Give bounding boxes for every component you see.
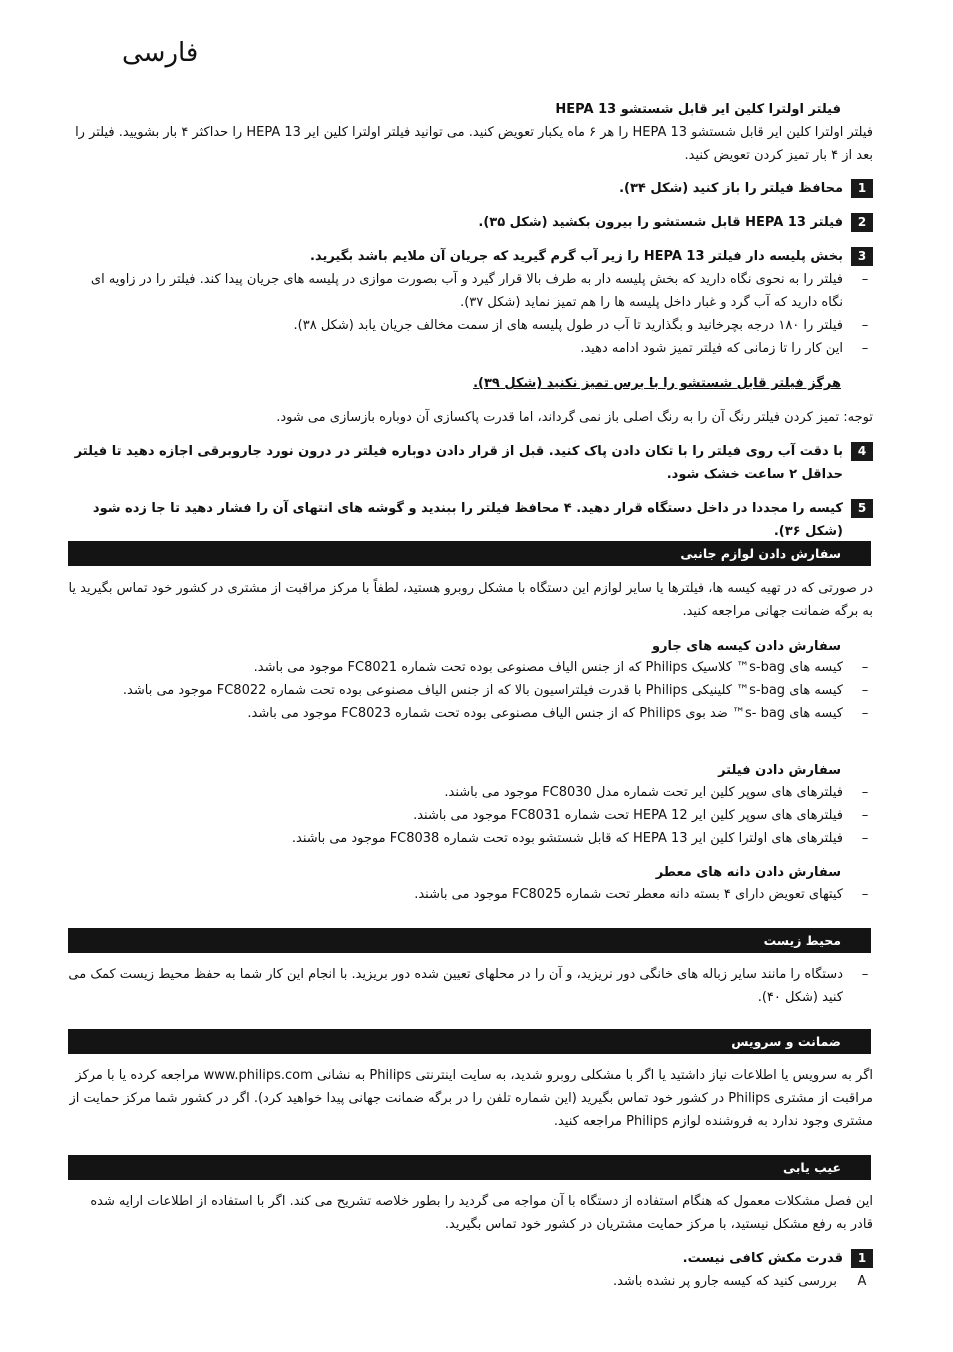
troubleshooting-step-1 xyxy=(68,1247,873,1270)
bags-heading: سفارش دادن کیسه های جارو xyxy=(651,639,841,654)
accessories-intro-block xyxy=(68,577,873,623)
accessories-intro: در صورتی که در تهیه کیسه ها، فیلترها یا سایر لوازم این دستگاه با مشکل روبرو هستید، لطفاً با مرکز مراقبت از مشتری در کشور خود تماس بگیرید یا به برگه ضمانت جهانی مراجعه کنید. xyxy=(68,581,873,619)
list-item: – کیتهای تعویض دارای ۴ بسته دانه معطر تحت شماره FC8025 موجود می باشند. xyxy=(68,883,873,906)
scent-heading-block xyxy=(68,861,841,884)
step-3 xyxy=(68,245,873,268)
filters-list xyxy=(68,781,873,850)
section-bar-accessories: سفارش دادن لوازم جانبی xyxy=(68,541,871,566)
dash-icon: – xyxy=(861,683,869,698)
hepa-heading: فیلتر اولترا کلین ایر قابل شستشو HEPA 13 xyxy=(555,102,841,117)
step-number: 2 xyxy=(851,213,873,232)
list-item: – کیسه های s-bag™ کلینیکی Philips با قدرت فیلتراسیون بالا که از جنس الیاف مصنوعی بوده تحت شماره FC8022 موجود می باشد. xyxy=(68,679,873,702)
step-text: کیسه را مجددا در داخل دستگاه قرار دهید. ۴ محافظ فیلتر را ببندید و گوشه های انتهای آن را فشار دهید تا جا زده شود (شکل ۳۶). xyxy=(92,501,843,539)
hepa-bullets xyxy=(68,268,873,360)
environment-text: دستگاه را مانند سایر زباله های خانگی دور نریزید، و آن را در محلهای تعیین شده دور بریزید. با انجام این کار شما به حفظ محیط زیست کمک می کنید (شکل ۴۰). xyxy=(68,967,843,1005)
section-bar-guarantee: ضمانت و سرویس xyxy=(68,1029,871,1054)
hepa-heading-block xyxy=(68,98,841,121)
troubleshooting-intro-block xyxy=(68,1190,873,1236)
note-text: توجه: تمیز کردن فیلتر رنگ آن را به رنگ اصلی باز نمی گرداند، اما قدرت پاکسازی آن دوباره بازسازی می شود. xyxy=(276,410,873,425)
dash-icon: – xyxy=(861,272,869,287)
dash-icon: – xyxy=(861,831,869,846)
guarantee-block xyxy=(68,1064,873,1133)
dash-icon: – xyxy=(861,706,869,721)
list-item: – کیسه های s-bag™ کلاسیک Philips که از جنس الیاف مصنوعی بوده تحت شماره FC8021 موجود می باشد. xyxy=(68,656,873,679)
dash-icon: – xyxy=(861,660,869,675)
step-1 xyxy=(68,177,873,200)
troubleshooting-item-a xyxy=(68,1270,873,1293)
scent-heading: سفارش دادن دانه های معطر xyxy=(655,865,841,880)
list-item xyxy=(68,963,873,1009)
list-item: – کیسه های s- bag™ ضد بوی Philips که از جنس الیاف مصنوعی بوده تحت شماره FC8023 موجود می باشد. xyxy=(68,702,873,725)
step-text: با دقت آب روی فیلتر را با تکان دادن پاک کنید. قبل از قرار دادن دوباره فیلتر در درون نورد جاروبرقی اجازه دهید تا فیلتر حداقل ۲ ساعت خشک شود. xyxy=(74,444,843,482)
list-item: – فیلتر را به نحوی نگاه دارید که بخش پلیسه دار به طرف بالا قرار گیرد و آب بصورت موازی در پلیسه های جریان پیدا کند. فیلتر را در زاویه ای نگاه دارید که آب گرد و غبار داخل پلیسه ها را هم تمیز نماید (شکل ۳۷). xyxy=(68,268,873,314)
page-title: فارسی xyxy=(122,38,199,68)
dash-icon: – xyxy=(861,887,869,902)
step-number: 1 xyxy=(851,179,873,198)
list-item: – این کار را تا زمانی که فیلتر تمیز شود ادامه دهید. xyxy=(68,337,873,360)
warning-block xyxy=(68,372,841,395)
filters-heading: سفارش دادن فیلتر xyxy=(718,763,841,778)
step-number: 3 xyxy=(851,247,873,266)
environment-block xyxy=(68,963,873,1009)
dash-icon: – xyxy=(861,808,869,823)
warning-text: هرگز فیلتر قابل شستشو را با برس تمیز نکنید (شکل ۳۹). xyxy=(473,376,841,391)
step-number: 4 xyxy=(851,442,873,461)
step-text: فیلتر HEPA 13 قابل شستشو را بیرون بکشید (شکل ۳۵). xyxy=(478,215,843,230)
item-text: بررسی کنید که کیسه جارو پر نشده باشد. xyxy=(612,1274,837,1289)
list-item: – فیلترهای های سوپر کلین ایر تحت شماره مدل FC8030 موجود می باشند. xyxy=(68,781,873,804)
step-text: محافظ فیلتر را باز کنید (شکل ۳۴). xyxy=(619,181,843,196)
filters-heading-block xyxy=(68,759,841,782)
step-text: بخش پلیسه دار فیلتر HEPA 13 را زیر آب گرم گیرید که جریان آن ملایم باشد بگیرید. xyxy=(310,249,843,264)
guarantee-text: اگر به سرویس یا اطلاعات نیاز داشتید یا اگر با مشکلی روبرو شدید، به سایت اینترنتی Philips به نشانی www.philips.com مراجعه کرده یا با مرکز مراقبت از مشتری Philips در کشور خود تماس بگیرید (این شماره تلفن را در برگه ضمانت جهانی پیدا خواهید کرد). اگر در کشور شما مرکز حمایت از مشتری وجود ندارد به فروشنده لوازم Philips مراجعه کنید. xyxy=(69,1068,873,1129)
step-2 xyxy=(68,211,873,234)
dash-icon: – xyxy=(861,785,869,800)
step-number: 5 xyxy=(851,499,873,518)
dash-icon: – xyxy=(861,341,869,356)
hepa-intro: فیلتر اولترا کلین ایر قابل شستشو HEPA 13 را هر ۶ ماه یکبار تعویض کنید. می توانید فیلتر اولترا کلین ایر HEPA 13 را حداکثر ۴ بار بشویید. فیلتر را بعد از ۴ بار تمیز کردن تعویض کنید. xyxy=(75,125,873,163)
step-5 xyxy=(68,497,873,543)
bags-list xyxy=(68,656,873,725)
list-item: – فیلترهای های اولترا کلین ایر HEPA 13 که قابل شستشو بوده تحت شماره FC8038 موجود می باشند. xyxy=(68,827,873,850)
bags-heading-block xyxy=(68,635,841,658)
step-text: قدرت مکش کافی نیست. xyxy=(682,1251,843,1266)
list-item: – فیلتر را ۱۸۰ درجه بچرخانید و بگذارید تا آب در طول پلیسه های از سمت مخالف جریان یابد (شکل ۳۸). xyxy=(68,314,873,337)
scent-list xyxy=(68,883,873,906)
item-letter: A xyxy=(857,1274,867,1289)
hepa-intro-block xyxy=(68,121,873,167)
step-number: 1 xyxy=(851,1249,873,1268)
troubleshooting-text: این فصل مشکلات معمول که هنگام استفاده از دستگاه با آن مواجه می گردید را بطور خلاصه تشریح می کند. اگر با استفاده از اطلاعات ارایه شده قادر به رفع مشکل نیستید، با مرکز حمایت مشتریان در کشور خود تماس بگیرید. xyxy=(90,1194,873,1232)
list-item: – فیلترهای های سوپر کلین ایر HEPA 12 تحت شماره FC8031 موجود می باشند. xyxy=(68,804,873,827)
note-block xyxy=(68,406,873,429)
dash-icon: – xyxy=(861,318,869,333)
section-bar-environment: محیط زیست xyxy=(68,928,871,953)
dash-icon: – xyxy=(861,967,869,982)
step-4 xyxy=(68,440,873,486)
section-bar-troubleshooting: عیب یابی xyxy=(68,1155,871,1180)
